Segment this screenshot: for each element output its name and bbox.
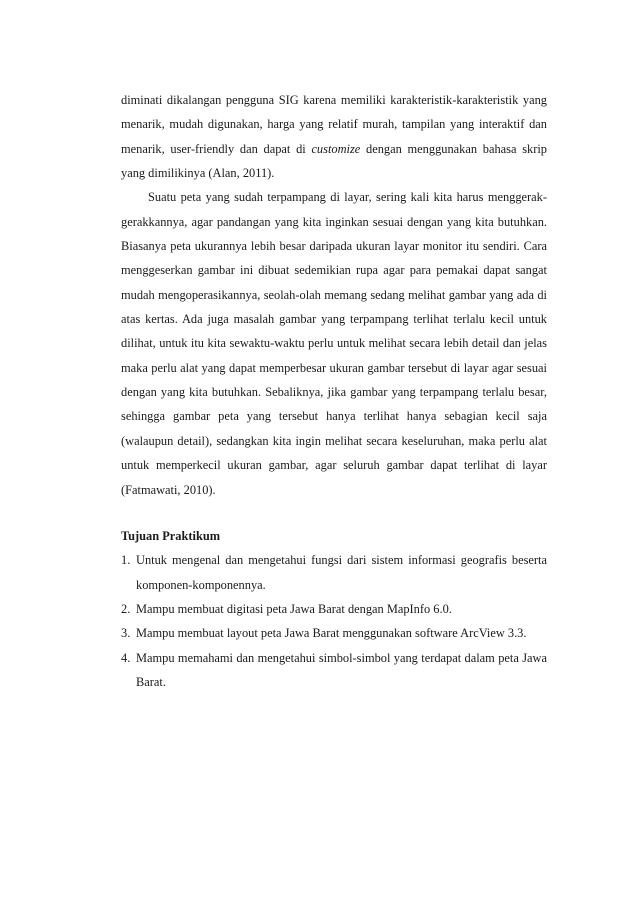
objectives-list: [121, 548, 547, 694]
list-item: [121, 621, 547, 645]
list-item-text: Mampu membuat layout peta Jawa Barat menggunakan software ArcView 3.3.: [136, 626, 527, 641]
list-item: [121, 548, 547, 597]
list-item-number: 4.: [121, 650, 131, 665]
document-page: [121, 88, 547, 694]
paragraph-map-navigation: Suatu peta yang sudah terpampang di layar, sering kali kita harus menggerak-gerakkannya, agar pandangan yang kita inginkan sesuai dengan yang kita butuhkan. Biasanya peta ukurannya lebih besar daripada ukuran layar monitor itu sendiri. Cara menggeserkan gambar ini dibuat sedemikian rupa agar para pemakai dapat sangat mudah mengoperasikannya, seolah-olah memang sedang melihat gambar yang ada di atas kertas. Ada juga masalah gambar yang terpampang terlihat terlalu kecil untuk dilihat, untuk itu kita sewaktu-waktu perlu untuk melihat secara lebih detail dan jelas maka perlu alat yang dapat memperbesar ukuran gambar tersebut di layar agar sesuai dengan yang kita butuhkan. Sebaliknya, jika gambar yang terpampang terlalu besar, sehingga gambar peta yang tersebut hanya terlihat hanya sebagian kecil saja (walaupun detail), sedangkan kita ingin melihat secara keseluruhan, maka perlu alat untuk memperkecil ukuran gambar, agar seluruh gambar dapat terlihat di layar (Fatmawati, 2010).: [121, 190, 547, 497]
paragraph-sig-tail: dengan menggunakan bahasa skrip yang dimilikinya (Alan, 2011).: [121, 141, 547, 181]
section-heading-tujuan: Tujuan Praktikum: [121, 528, 221, 543]
list-item-text: Mampu membuat digitasi peta Jawa Barat dengan MapInfo 6.0.: [136, 601, 452, 616]
paragraph-sig-italic-term: customize: [311, 141, 361, 156]
list-item: [121, 646, 547, 695]
list-item-text: Mampu memahami dan mengetahui simbol-simbol yang terdapat dalam peta Jawa Barat.: [136, 650, 547, 689]
list-item: [121, 597, 547, 621]
list-item-text: Untuk mengenal dan mengetahui fungsi dari sistem informasi geografis beserta komponen-komponennya.: [136, 553, 547, 592]
list-item-number: 1.: [121, 553, 131, 568]
paragraph-sig-text: diminati dikalangan pengguna SIG karena memiliki karakteristik-karakteristik yang menarik, mudah digunakan, harga yang relatif murah, tampilan yang interaktif dan menarik, user-friendly dan dapat di: [121, 93, 547, 156]
list-item-number: 2.: [121, 601, 131, 616]
list-item-number: 3.: [121, 626, 131, 641]
paragraph-sig-description: [121, 88, 547, 185]
